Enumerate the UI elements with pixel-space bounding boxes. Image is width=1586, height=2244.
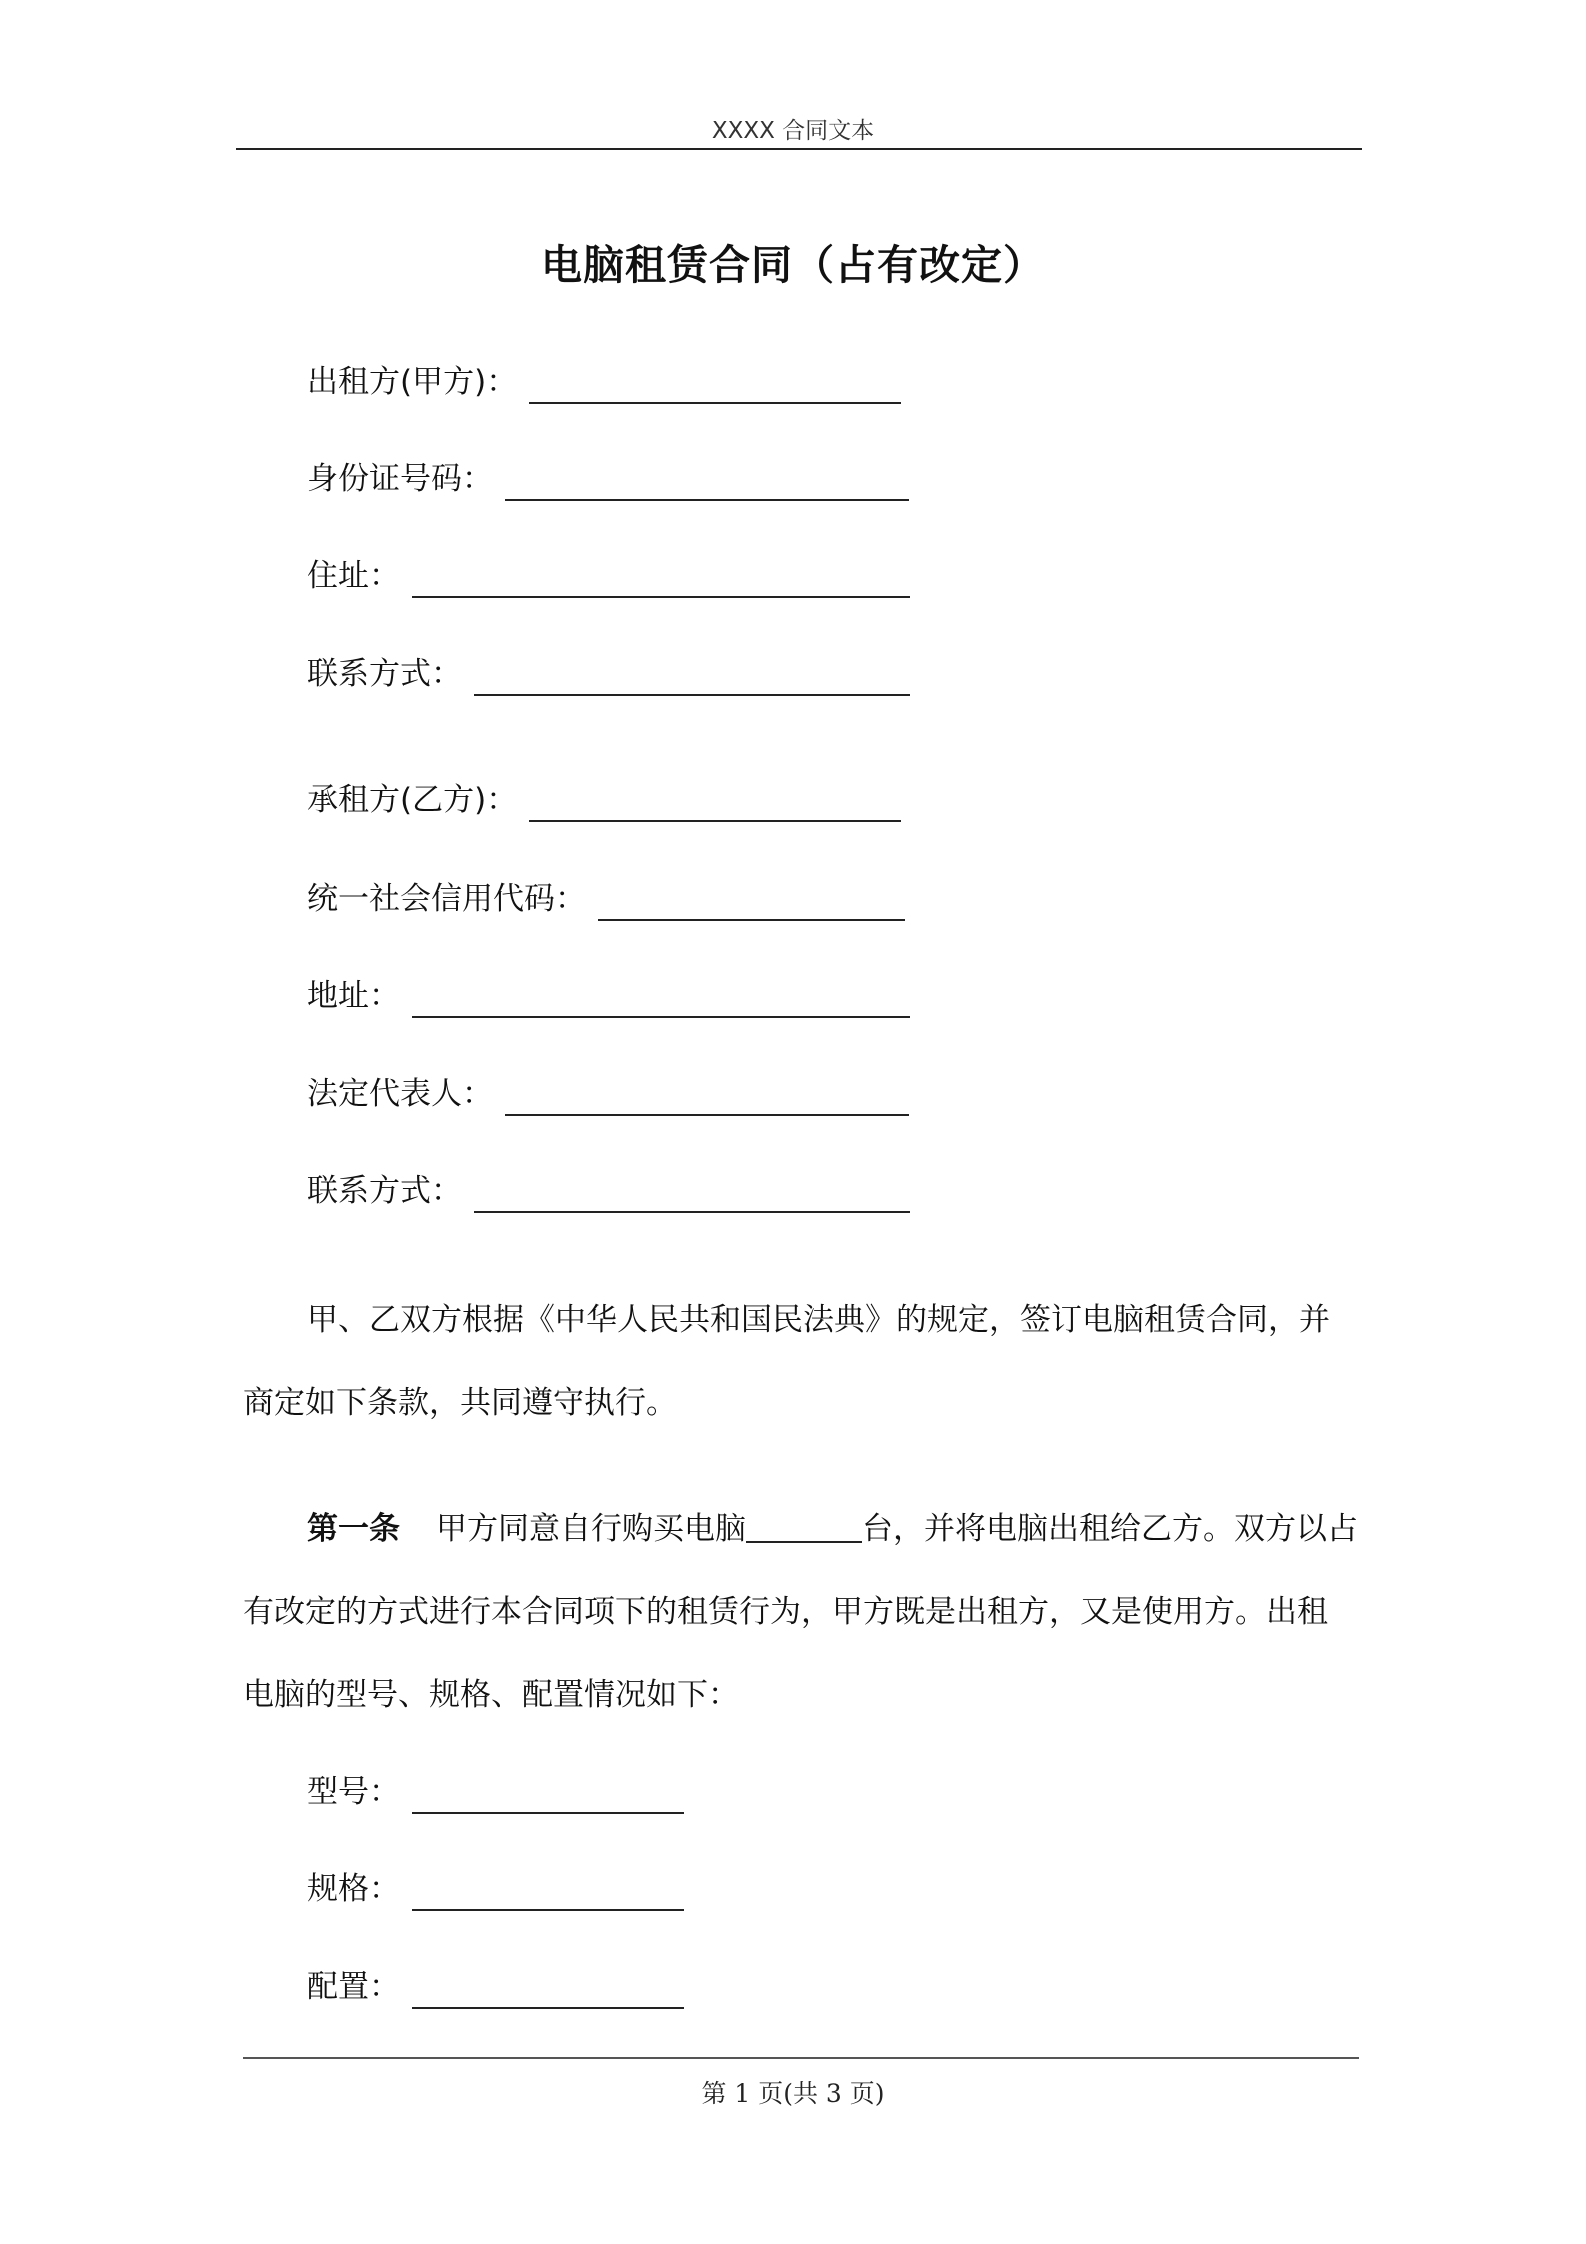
lessee-credit-code-blank[interactable] bbox=[598, 883, 905, 921]
lessee-legal-rep-blank[interactable] bbox=[505, 1078, 909, 1116]
lessor-name-blank[interactable] bbox=[529, 366, 901, 404]
lessor-name-label: 出租方(甲方)： bbox=[307, 364, 518, 400]
lessee-name-field bbox=[307, 778, 901, 822]
article-1-paragraph bbox=[243, 1488, 1358, 1737]
lessor-id-field bbox=[307, 457, 909, 501]
lessee-address-blank[interactable] bbox=[412, 980, 910, 1018]
article-1-heading: 第一条 bbox=[307, 1511, 400, 1547]
model-blank[interactable] bbox=[412, 1776, 684, 1814]
computer-quantity-blank[interactable] bbox=[746, 1511, 862, 1543]
lessor-contact-label: 联系方式： bbox=[307, 656, 462, 692]
lessee-address-label: 地址： bbox=[307, 978, 400, 1014]
specification-blank[interactable] bbox=[412, 1873, 684, 1911]
lessee-name-blank[interactable] bbox=[529, 784, 901, 822]
lessor-address-blank[interactable] bbox=[412, 560, 910, 598]
header-text: XXXX 合同文本 bbox=[711, 118, 875, 144]
lessee-legal-rep-field bbox=[307, 1072, 909, 1116]
lessee-address-field bbox=[307, 974, 910, 1018]
article-1-text-after: 台，并将电脑出租给乙方。双方以占有改定的方式进行本合同项下的租赁行为，甲方既是出租方，又是使用方。出租电脑的型号、规格、配置情况如下： bbox=[243, 1511, 1358, 1713]
lessee-legal-rep-label: 法定代表人： bbox=[307, 1076, 493, 1112]
lessee-contact-label: 联系方式： bbox=[307, 1173, 462, 1209]
header-rule bbox=[236, 148, 1362, 150]
lessee-credit-code-label: 统一社会信用代码： bbox=[307, 881, 586, 917]
lessee-contact-field bbox=[307, 1169, 910, 1213]
configuration-blank[interactable] bbox=[412, 1971, 684, 2009]
model-field bbox=[307, 1770, 684, 1814]
lessor-contact-blank[interactable] bbox=[474, 658, 910, 696]
specification-field bbox=[307, 1867, 684, 1911]
lessor-id-blank[interactable] bbox=[505, 463, 909, 501]
configuration-label: 配置： bbox=[307, 1969, 400, 2005]
lessor-name-field bbox=[307, 360, 901, 404]
footer-rule bbox=[243, 2057, 1359, 2059]
lessor-id-label: 身份证号码： bbox=[307, 461, 493, 497]
lessee-contact-blank[interactable] bbox=[474, 1175, 910, 1213]
intro-paragraph bbox=[243, 1279, 1358, 1445]
model-label: 型号： bbox=[307, 1774, 400, 1810]
lessee-name-label: 承租方(乙方)： bbox=[307, 782, 518, 818]
page-number: 第 1 页(共 3 页) bbox=[701, 2079, 885, 2108]
configuration-field bbox=[307, 1965, 684, 2009]
intro-text: 甲、乙双方根据《中华人民共和国民法典》的规定，签订电脑租赁合同，并商定如下条款，共同遵守执行。 bbox=[243, 1302, 1330, 1421]
document-title: 电脑租赁合同（占有改定） bbox=[541, 241, 1045, 289]
lessor-address-field bbox=[307, 554, 910, 598]
lessor-address-label: 住址： bbox=[307, 558, 400, 594]
article-1-text-before: 甲方同意自行购买电脑 bbox=[436, 1511, 746, 1547]
lessor-contact-field bbox=[307, 652, 910, 696]
specification-label: 规格： bbox=[307, 1871, 400, 1907]
lessee-credit-code-field bbox=[307, 877, 905, 921]
